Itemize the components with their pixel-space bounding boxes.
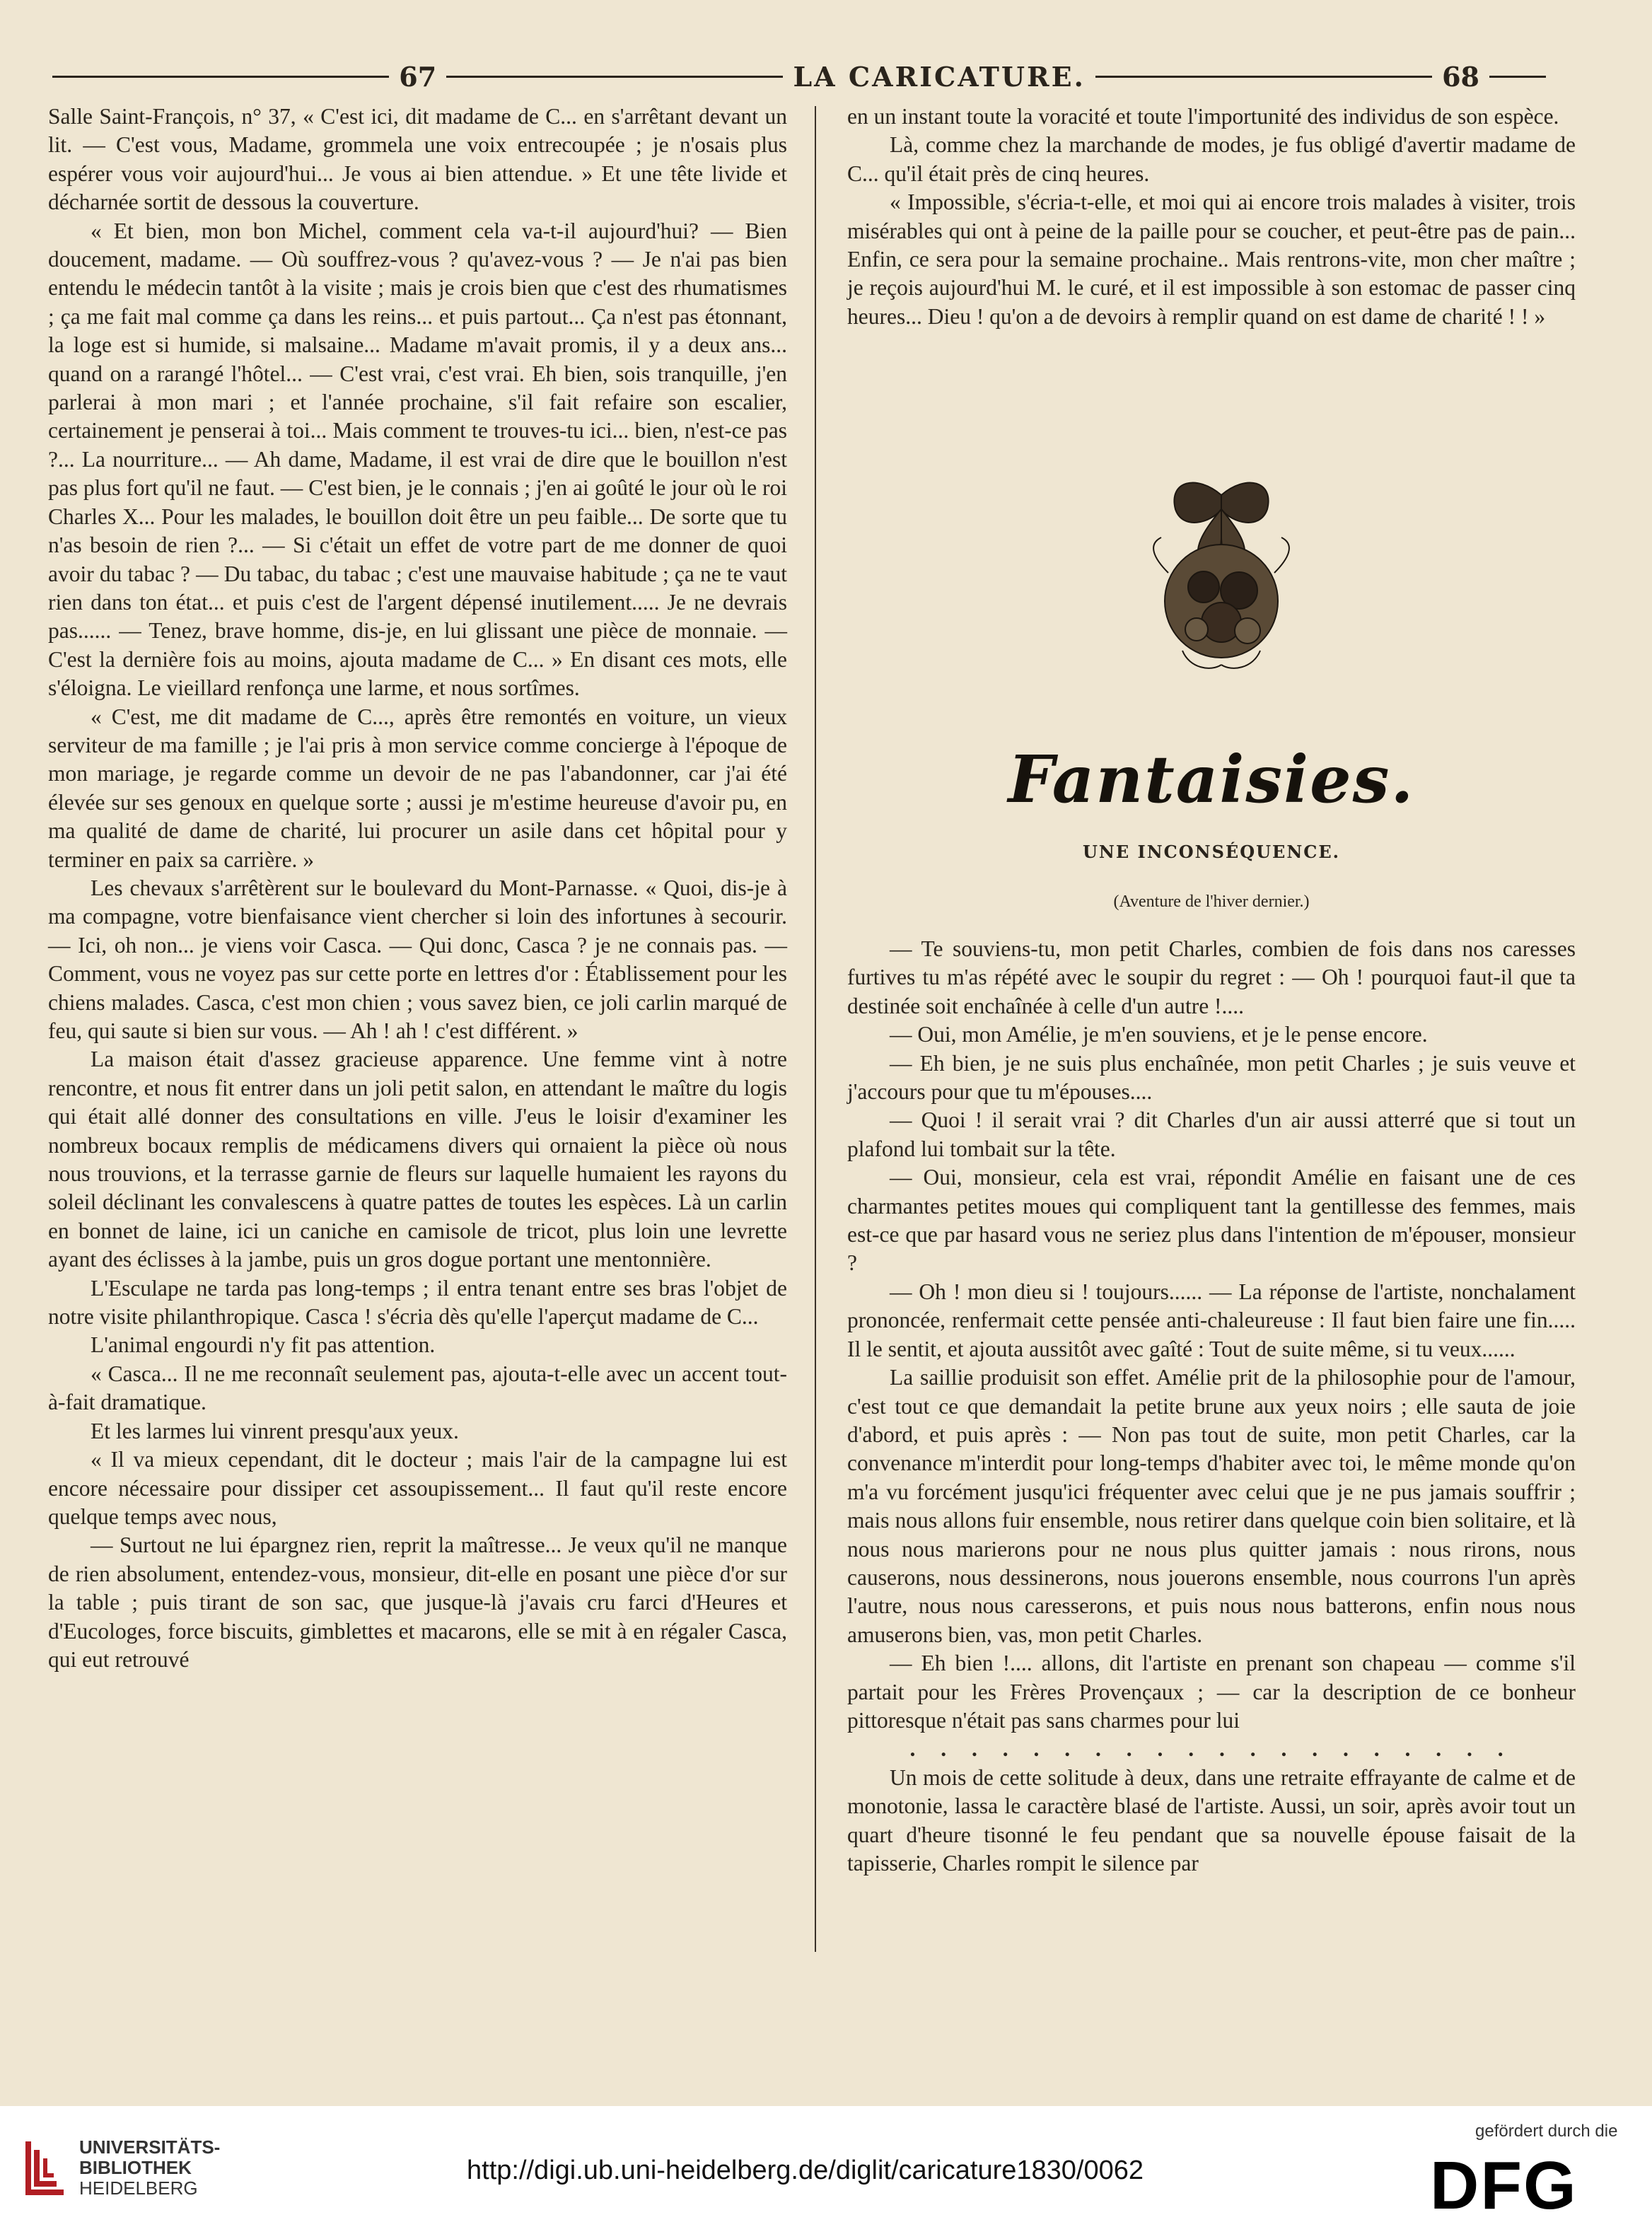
paragraph: L'Esculape ne tarda pas long-temps ; il entra tenant entre ses bras l'objet de notre visite philanthropique. Casca ! s'écria dès qu'elle l'aperçut madame de C... (48, 1275, 787, 1330)
dfg-logo: DFG (1430, 2148, 1578, 2223)
paragraph: Là, comme chez la marchande de modes, je fus obligé d'avertir madame de C... qu'il était près de cinq heures. (847, 132, 1576, 186)
section-title: Fantaisies. (1008, 741, 1415, 818)
header-rule (52, 76, 389, 78)
paragraph: — Quoi ! il serait vrai ? dit Charles d'un air aussi atterré que si tout un plafond lui tombait sur la tête. (847, 1107, 1576, 1161)
paragraph: « Impossible, s'écria-t-elle, et moi qui ai encore trois malades à visiter, trois misérables qui ont à peine de la paille pour se coucher, et peut-être pas de pain... Enfin, ce sera pour la semaine prochaine.. Mais rentrons-vite, mon cher maître ; je reçois aujourd'hui M. le curé, et il est impossible à son estomac de passer cinq heures... Dieu ! qu'on a de devoirs à remplir quand on est dame de charité ! ! » (847, 190, 1576, 329)
page-header (42, 55, 1556, 98)
paragraph: — Surtout ne lui épargnez rien, reprit la maîtresse... Je veux qu'il ne manque de rien absolument, entendez-vous, monsieur, dit-elle en posant une pièce d'or sur la table ; puis tirant de son sac, que jusque-là j'avais cru farci d'Heures et d'Eucologes, force biscuits, gimblettes et macarons, elle se mit à en régaler Casca, qui eut retrouvé (48, 1533, 787, 1672)
paragraph: Et les larmes lui vinrent presqu'aux yeux. (91, 1418, 459, 1443)
header-rule (446, 76, 783, 78)
university-library-logo-icon (21, 2134, 71, 2199)
paragraph: — Te souviens-tu, mon petit Charles, combien de fois dans nos caresses furtives tu m'as répété avec le soupir du regret : — Oh ! pourquoi faut-il que ta destinée soit enchaînée à celle d'un autre !.... (847, 936, 1576, 1018)
library-name (79, 2137, 220, 2199)
left-column (48, 103, 787, 1674)
right-column-top (847, 103, 1576, 331)
paragraph: — Oui, mon Amélie, je m'en souviens, et je le pense encore. (890, 1022, 1428, 1047)
page-number-right: 68 (1442, 60, 1479, 93)
story-note: (Aventure de l'hiver dernier.) (1113, 892, 1310, 911)
header-rule (1095, 76, 1432, 78)
paragraph: — Eh bien, je ne suis plus enchaînée, mon petit Charles ; je suis veuve et j'accours pour que tu m'épouses.... (847, 1050, 1576, 1105)
paragraph: Salle Saint-François, n° 37, « C'est ici, dit madame de C... en s'arrêtant devant un lit. — C'est vous, Madame, grommela une voix entrecoupée ; je n'osais plus espérer vous voir aujourd'hui... Je vous ai bien attendue. » Et une tête livide et décharnée sortit de dessous la couverture. (48, 104, 787, 215)
column-divider (815, 106, 816, 1952)
digitization-footer (0, 2106, 1652, 2239)
paragraph: Un mois de cette solitude à deux, dans une retraite effrayante de calme et de monotonie, lassa le caractère blasé de l'artiste. Aussi, un soir, après avoir tout un quart d'heure tisonné le feu pendant que sa nouvelle épouse faisait de la tapisserie, Charles rompit le silence par (847, 1764, 1576, 1875)
right-column-bottom (847, 935, 1576, 1878)
page-number-left: 67 (399, 60, 437, 93)
paragraph: « Il va mieux cependant, dit le docteur ; mais l'air de la campagne lui est encore nécessaire pour dissiper cet assoupissement... Il faut qu'il reste encore quelque temps avec nous, (48, 1447, 787, 1529)
header-rule (1489, 76, 1546, 78)
paragraph: La saillie produisit son effet. Amélie prit de la philosophie pour de l'amour, c'est tout ce que demandait la petite brune aux yeux noirs ; elle sauta de joie d'abord, et puis après : — Non pas tout de suite, mon petit Charles, car la convenance m'interdit pour long-temps d'habiter avec toi, le même monde qu'on m'a vu forcément jusqu'ici fréquenter avec celui que je ne pus jamais souffrir ; mais nous allons fuir ensemble, nous retirer dans quelque coin bien solitaire, et là nous nous marierons pour ne nous plus quitter jamais : nous rirons, nous causerons, nous dessinerons, nous jouerons ensemble, nous courrons l'un après l'autre, nous nous caresserons, et puis nous nous batterons, enfin nous nous amuserons bien, vas, mon petit Charles. (847, 1365, 1576, 1647)
source-url-link[interactable]: http://digi.ub.uni-heidelberg.de/diglit/caricature1830/0062 (467, 2156, 1144, 2185)
paragraph: — Oui, monsieur, cela est vrai, répondit Amélie en faisant une de ces charmantes petites moues qui compliquent tant la gentillesse des femmes, mais est-ce que par hasard vous ne seriez plus dans l'intention de m'épouser, monsieur ? (847, 1165, 1576, 1276)
masthead-title: LA CARICATURE. (793, 60, 1086, 93)
library-line: UNIVERSITÄTS- (79, 2136, 221, 2158)
butterfly-flower-vignette (1126, 467, 1317, 679)
paragraph: L'animal engourdi n'y fit pas attention. (91, 1332, 436, 1358)
library-line: HEIDELBERG (79, 2177, 198, 2199)
funded-by-label: gefördert durch die (1475, 2122, 1618, 2141)
paragraph: en un instant toute la voracité et toute l'importunité des individus de son espèce. (847, 104, 1559, 129)
paragraph: « Casca... Il ne me reconnaît seulement pas, ajouta-t-elle avec un accent tout-à-fait dramatique. (48, 1361, 787, 1415)
paragraph: — Eh bien !.... allons, dit l'artiste en prenant son chapeau — comme s'il partait pour les Frères Provençaux ; — car la description de ce bonheur pittoresque n'était pas sans charmes pour lui (847, 1651, 1576, 1733)
paragraph: Les chevaux s'arrêtèrent sur le boulevard du Mont-Parnasse. « Quoi, dis-je à ma compagne, votre bienfaisance vient chercher si loin des infortunes à secourir. — Ici, oh non... je viens voir Casca. — Qui donc, Casca ? je ne connais pas. — Comment, vous ne voyez pas sur cette porte en lettres d'or : Établissement pour les chiens malades. Casca, c'est mon chien ; vous savez bien, ce joli carlin marqué de feu, qui saute si bien sur vous. — Ah ! ah ! c'est différent. » (48, 875, 787, 1043)
paragraph: « Et bien, mon bon Michel, comment cela va-t-il aujourd'hui? — Bien doucement, madame. — Où souffrez-vous ? qu'avez-vous ? — Je n'ai pas bien entendu le médecin tantôt à la visite ; mais je crois bien que c'est des rhumatismes ; ça me fait mal comme ça dans les reins... et puis partout... Ça n'est pas étonnant, la loge est si humide, si malsaine... Madame m'avait promis, il y a deux ans... quand on a rarangé l'hôtel... — C'est vrai, c'est vrai. Eh bien, sois tranquille, j'en parlerai à mon mari ; et l'année prochaine, s'il fait refaire son escalier, certainement je penserai à toi... Mais comment te trouves-tu ici... bien, n'est-ce pas ?... La nourriture... — Ah dame, Madame, il est vrai de dire que le bouillon n'est pas plus fort qu'il ne faut. — C'est bien, je le connais ; j'en ai goûté le jour où le roi Charles X... Pour les malades, le bouillon doit être un peu faible... De sorte que tu n'as besoin de rien ?... — Si c'était un effet de votre part de me donner de quoi avoir du tabac ? — Du tabac, du tabac ; c'est une mauvaise habitude ; ça ne te vaut rien dans ton état... et puis c'est de l'argent dépensé inutilement..... Je ne devrais pas...... — Tenez, brave homme, dis-je, en lui glissant une pièce de monnaie. — C'est la dernière fois au moins, ajouta madame de C... » En disant ces mots, elle s'éloigna. Le vieillard renfonça une larme, et nous sortîmes. (48, 218, 787, 701)
library-line: BIBLIOTHEK (79, 2157, 192, 2178)
paragraph: La maison était d'assez gracieuse apparence. Une femme vint à notre rencontre, et nous fit entrer dans un joli petit salon, en attendant le maître du logis qui était allé donner des consultations en ville. J'eus le loisir d'examiner les nombreux bocaux remplis de médicamens divers qui ornaient la pièce où nous nous trouvions, et la terrasse garnie de fleurs sur laquelle humaient les rayons du soleil déclinant les convalescens à quatre pattes de toutes les espèces. Là un carlin en bonnet de laine, ici un caniche en camisole de tricot, plus loin une levrette ayant des éclisses à la jambe, puis un gros dogue portant une mentonnière. (48, 1047, 787, 1272)
story-subtitle: UNE INCONSÉQUENCE. (1082, 842, 1341, 862)
paragraph: — Oh ! mon dieu si ! toujours...... — La réponse de l'artiste, nonchalament prononcée, renfermait cette pensée anti-chaleureuse : Il faut bien faire une fin..... Il le sentit, et ajouta aussitôt avec gaîté : Tout de suite même, si tu veux...... (847, 1279, 1576, 1361)
ellipsis-separator: . . . . . . . . . . . . . . . . . . . . (909, 1736, 1513, 1762)
paragraph: « C'est, me dit madame de C..., après être remontés en voiture, un vieux serviteur de ma famille ; je l'ai pris à mon service comme concierge à l'époque de mon mariage, je regarde comme un devoir de ne pas l'abandonner, car j'ai été élevée sur ses genoux en quelque sorte ; aussi je m'estime heureuse d'avoir pu, en ma qualité de dame de charité, lui procurer un asile dans cet hôpital pour y terminer en paix sa carrière. » (48, 704, 787, 872)
